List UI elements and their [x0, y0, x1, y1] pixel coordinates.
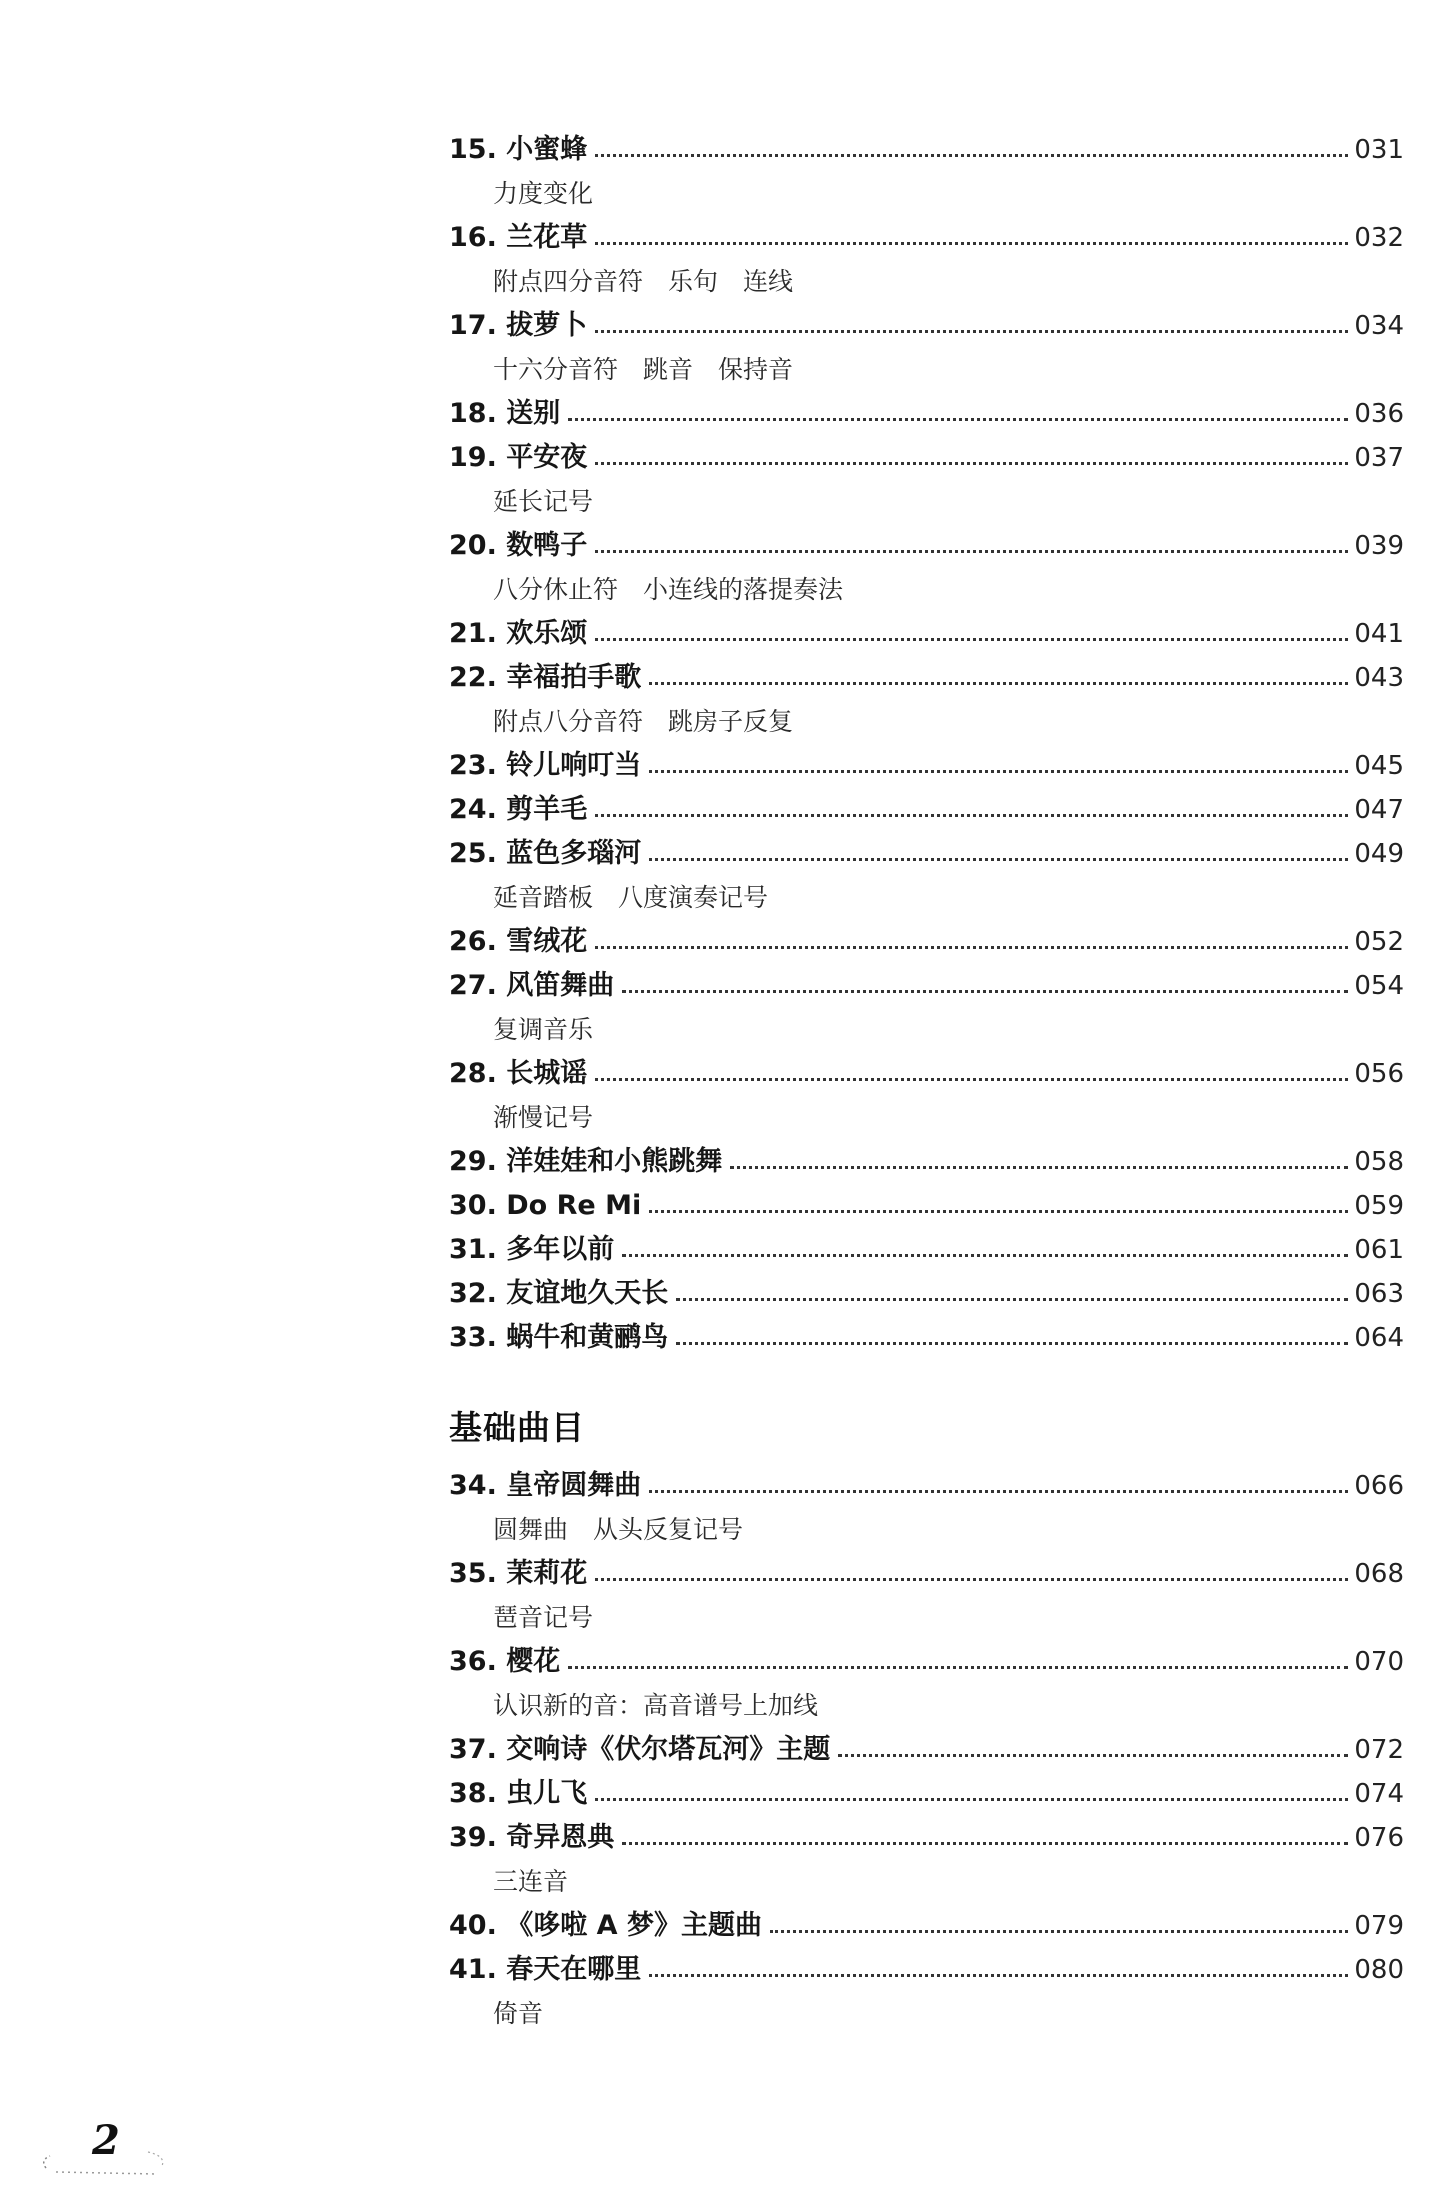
toc-entry-number: 34.: [449, 1470, 497, 1501]
toc-entry-label: [449, 1552, 593, 1596]
toc-entry-label: [449, 1052, 593, 1096]
dot-leader: [649, 682, 1348, 685]
toc-entry[interactable]: [449, 1728, 1404, 1772]
dot-leader: [730, 1166, 1348, 1169]
toc-entry-title: 奇异恩典: [506, 1822, 615, 1853]
toc-entry-title: 多年以前: [506, 1234, 615, 1265]
toc-entry[interactable]: [449, 612, 1404, 656]
toc-entry-page: 059: [1354, 1191, 1404, 1221]
toc-entry[interactable]: [449, 436, 1404, 480]
toc-entry-page: 054: [1354, 971, 1404, 1001]
toc-entry-number: 38.: [449, 1778, 497, 1809]
toc-entry-title: 小蜜蜂: [506, 134, 588, 165]
toc-entry-label: [449, 656, 647, 700]
toc-entry-page: 070: [1354, 1647, 1404, 1677]
dot-leader: [595, 330, 1348, 333]
toc-entry[interactable]: [449, 832, 1404, 876]
toc-entry-page: 037: [1354, 443, 1404, 473]
toc-entry-subtopic: 附点八分音符 跳房子反复: [493, 707, 794, 736]
toc-entry-label: [449, 1904, 768, 1948]
toc-entry-page: 041: [1354, 619, 1404, 649]
toc-entry-page: 034: [1354, 311, 1404, 341]
dot-leader: [649, 1974, 1348, 1977]
dot-leader: [649, 770, 1348, 773]
toc-entry-subtopic: 延长记号: [493, 487, 594, 516]
toc-entry-label: [449, 1640, 566, 1684]
toc-entry[interactable]: [449, 1140, 1404, 1184]
table-of-contents: [449, 128, 1404, 2036]
toc-entry-page: 031: [1354, 135, 1404, 165]
toc-entry-title: 兰花草: [506, 222, 588, 253]
toc-entry-title: 雪绒花: [506, 926, 588, 957]
toc-entry-title: 春天在哪里: [506, 1954, 642, 1985]
toc-entry-label: [449, 1316, 674, 1360]
toc-entry-number: 40.: [449, 1910, 497, 1941]
toc-entry-label: [449, 1816, 620, 1860]
toc-entry-page: 072: [1354, 1735, 1404, 1765]
toc-entry-page: 036: [1354, 399, 1404, 429]
toc-entry-number: 37.: [449, 1734, 497, 1765]
toc-entry-number: 15.: [449, 134, 497, 165]
toc-entry-subtopic: 附点四分音符 乐句 连线: [493, 267, 794, 296]
toc-entry[interactable]: [449, 1772, 1404, 1816]
dot-leader: [595, 946, 1348, 949]
dot-leader: [595, 638, 1348, 641]
dot-leader: [568, 418, 1348, 421]
toc-entry-number: 28.: [449, 1058, 497, 1089]
toc-entry[interactable]: [449, 1184, 1404, 1228]
toc-entry-subtopic: 复调音乐: [493, 1015, 594, 1044]
dot-leader: [622, 1254, 1348, 1257]
toc-entry-label: [449, 612, 593, 656]
toc-entry-label: [449, 524, 593, 568]
toc-entry-page: 066: [1354, 1471, 1404, 1501]
toc-entry-title: 送别: [506, 398, 561, 429]
toc-entry[interactable]: [449, 128, 1404, 172]
toc-entry-label: [449, 1272, 674, 1316]
toc-entry-page: 039: [1354, 531, 1404, 561]
toc-entry-label: [449, 832, 647, 876]
toc-entry-title: 风笛舞曲: [506, 970, 615, 1001]
dot-leader: [649, 1210, 1348, 1213]
toc-entry-subtopic: 力度变化: [493, 179, 594, 208]
dot-leader: [595, 242, 1348, 245]
toc-entry-title: 拔萝卜: [506, 310, 588, 341]
toc-entry[interactable]: [449, 744, 1404, 788]
toc-entry-subtopic: 八分休止符 小连线的落提奏法: [493, 575, 844, 604]
dot-leader: [595, 1078, 1348, 1081]
toc-group: [449, 1408, 1404, 2036]
toc-entry-label: [449, 1948, 647, 1992]
toc-entry-number: 23.: [449, 750, 497, 781]
toc-entry-label: [449, 436, 593, 480]
toc-entry-subtopic: 三连音: [493, 1867, 569, 1896]
toc-entry-label: [449, 744, 647, 788]
toc-entry-title: 洋娃娃和小熊跳舞: [506, 1146, 723, 1177]
toc-entry-page: 058: [1354, 1147, 1404, 1177]
toc-entry-number: 17.: [449, 310, 497, 341]
toc-entry-title: Do Re Mi: [506, 1190, 642, 1221]
toc-entry[interactable]: [449, 1316, 1404, 1360]
toc-entry-number: 22.: [449, 662, 497, 693]
toc-entry[interactable]: [449, 788, 1404, 832]
dot-leader: [595, 550, 1348, 553]
toc-entry-subtopic: 认识新的音：高音谱号上加线: [493, 1691, 819, 1720]
toc-entry-page: 047: [1354, 795, 1404, 825]
toc-entry-title: 樱花: [506, 1646, 561, 1677]
toc-entry[interactable]: [449, 1052, 1404, 1096]
toc-entry-label: [449, 920, 593, 964]
toc-entry[interactable]: [449, 216, 1404, 260]
toc-entry-subtopic: 琶音记号: [493, 1603, 594, 1632]
toc-entry-title: 茉莉花: [506, 1558, 588, 1589]
toc-entry[interactable]: [449, 392, 1404, 436]
toc-entry-page: 063: [1354, 1279, 1404, 1309]
toc-entry-subtopic: 圆舞曲 从头反复记号: [493, 1515, 744, 1544]
toc-entry-label: [449, 1140, 728, 1184]
dot-leader: [649, 1490, 1348, 1493]
toc-entry-label: [449, 216, 593, 260]
dot-leader: [622, 990, 1348, 993]
dot-leader: [622, 1842, 1348, 1845]
toc-entry-subtopic: 延音踏板 八度演奏记号: [493, 883, 769, 912]
toc-entry-number: 35.: [449, 1558, 497, 1589]
toc-entry-subtopic: 十六分音符 跳音 保持音: [493, 355, 794, 384]
toc-entry-label: [449, 304, 593, 348]
toc-entry-page: 052: [1354, 927, 1404, 957]
toc-entry-number: 20.: [449, 530, 497, 561]
toc-entry-title: 蓝色多瑙河: [506, 838, 642, 869]
toc-entry[interactable]: [449, 1272, 1404, 1316]
toc-entry-page: 074: [1354, 1779, 1404, 1809]
toc-entry-title: 友谊地久天长: [506, 1278, 669, 1309]
toc-entry-page: 043: [1354, 663, 1404, 693]
toc-entry-number: 41.: [449, 1954, 497, 1985]
toc-entry-subtopic: 倚音: [493, 1999, 544, 2028]
toc-entry-number: 26.: [449, 926, 497, 957]
toc-entry[interactable]: [449, 1816, 1404, 1860]
toc-entry-number: 21.: [449, 618, 497, 649]
toc-entry[interactable]: [449, 1640, 1404, 1684]
toc-entry-page: 079: [1354, 1911, 1404, 1941]
dot-leader: [595, 1798, 1348, 1801]
dot-leader: [595, 154, 1348, 157]
toc-entry-label: [449, 1464, 647, 1508]
toc-entry-number: 19.: [449, 442, 497, 473]
toc-entry-page: 061: [1354, 1235, 1404, 1265]
toc-entry-title: 幸福拍手歌: [506, 662, 642, 693]
toc-entry-title: 平安夜: [506, 442, 588, 473]
toc-entry[interactable]: [449, 1948, 1404, 1992]
dot-leader: [568, 1666, 1348, 1669]
toc-entry-page: 049: [1354, 839, 1404, 869]
toc-entry-number: 18.: [449, 398, 497, 429]
toc-entry-page: 076: [1354, 1823, 1404, 1853]
toc-entry[interactable]: [449, 1228, 1404, 1272]
dot-leader: [770, 1930, 1348, 1933]
toc-entry-label: [449, 1228, 620, 1272]
toc-entry-label: [449, 1184, 647, 1228]
toc-entry-title: 蜗牛和黄鹂鸟: [506, 1322, 669, 1353]
toc-entry[interactable]: [449, 1552, 1404, 1596]
toc-entry-number: 25.: [449, 838, 497, 869]
toc-entry-page: 068: [1354, 1559, 1404, 1589]
toc-entry-page: 064: [1354, 1323, 1404, 1353]
toc-entry-label: [449, 1728, 836, 1772]
toc-entry-page: 080: [1354, 1955, 1404, 1985]
toc-entry-number: 31.: [449, 1234, 497, 1265]
toc-entry-title: 交响诗《伏尔塔瓦河》主题: [506, 1734, 831, 1765]
dot-leader: [595, 1578, 1348, 1581]
toc-entry[interactable]: [449, 524, 1404, 568]
toc-entry-number: 16.: [449, 222, 497, 253]
toc-entry-title: 虫儿飞: [506, 1778, 588, 1809]
toc-entry-page: 032: [1354, 223, 1404, 253]
toc-entry[interactable]: [449, 964, 1404, 1008]
dot-leader: [676, 1298, 1348, 1301]
page-number: 2: [92, 2117, 120, 2164]
toc-entry[interactable]: [449, 304, 1404, 348]
toc-entry-number: 39.: [449, 1822, 497, 1853]
toc-entry-page: 045: [1354, 751, 1404, 781]
toc-entry-page: 056: [1354, 1059, 1404, 1089]
toc-entry[interactable]: [449, 1904, 1404, 1948]
toc-group: [449, 128, 1404, 1360]
toc-entry-title: 《哆啦 A 梦》主题曲: [506, 1910, 762, 1941]
toc-entry[interactable]: [449, 1464, 1404, 1508]
toc-entry-number: 30.: [449, 1190, 497, 1221]
toc-entry-title: 欢乐颂: [506, 618, 588, 649]
page-number-decoration: [36, 2138, 176, 2178]
dot-leader: [595, 814, 1348, 817]
toc-entry-title: 皇帝圆舞曲: [506, 1470, 642, 1501]
toc-entry-title: 铃儿响叮当: [506, 750, 642, 781]
dot-leader: [676, 1342, 1348, 1345]
toc-entry-label: [449, 788, 593, 832]
toc-entry-number: 36.: [449, 1646, 497, 1677]
toc-entry-number: 29.: [449, 1146, 497, 1177]
toc-entry[interactable]: [449, 920, 1404, 964]
toc-entry-label: [449, 128, 593, 172]
toc-entry-label: [449, 392, 566, 436]
toc-entry-subtopic: 渐慢记号: [493, 1103, 594, 1132]
toc-entry-title: 长城谣: [506, 1058, 588, 1089]
toc-entry-number: 27.: [449, 970, 497, 1001]
dot-leader: [649, 858, 1348, 861]
dot-leader: [838, 1754, 1348, 1757]
toc-entry-number: 32.: [449, 1278, 497, 1309]
toc-entry[interactable]: [449, 656, 1404, 700]
toc-entry-title: 剪羊毛: [506, 794, 588, 825]
section-heading: 基础曲目: [449, 1408, 585, 1447]
toc-entry-title: 数鸭子: [506, 530, 588, 561]
toc-entry-label: [449, 1772, 593, 1816]
toc-entry-number: 24.: [449, 794, 497, 825]
dot-leader: [595, 462, 1348, 465]
toc-entry-label: [449, 964, 620, 1008]
toc-entry-number: 33.: [449, 1322, 497, 1353]
